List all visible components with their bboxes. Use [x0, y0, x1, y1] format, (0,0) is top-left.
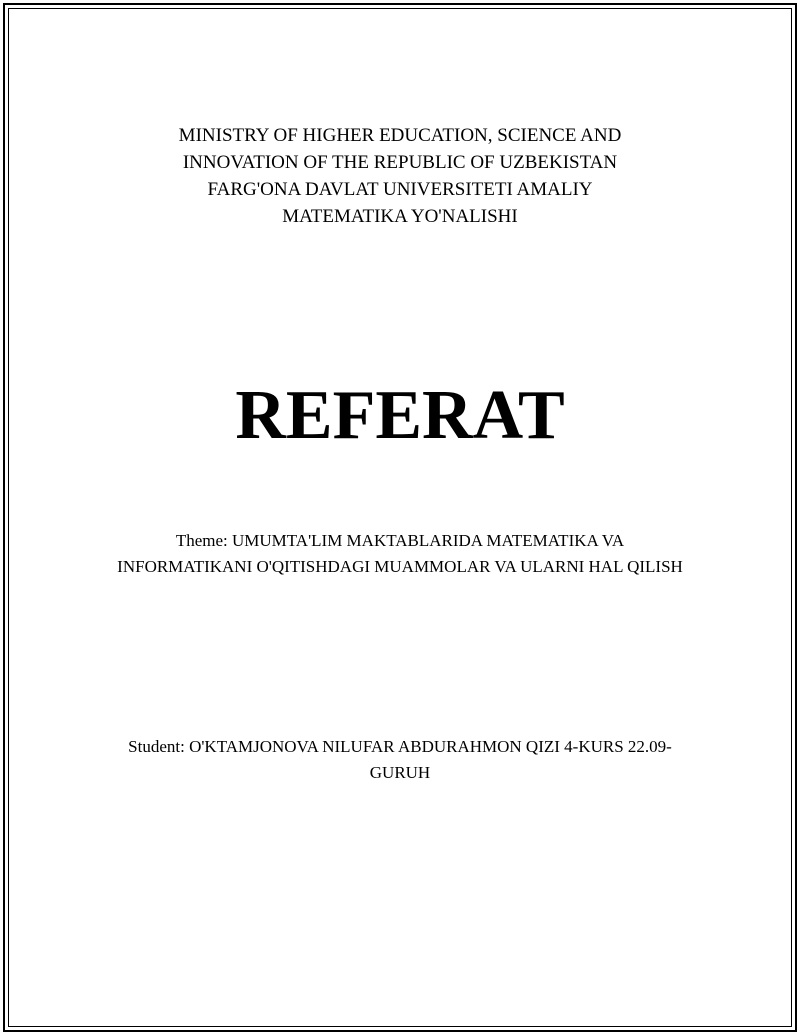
document-title: REFERAT	[235, 377, 565, 454]
theme-text: Theme: UMUMTA'LIM MAKTABLARIDA MATEMATIKA VA INFORMATIKANI O'QITISHDAGI MUAMMOLAR VA ULARNI HAL QILISH	[117, 531, 683, 576]
ministry-line-4: MATEMATIKA YO'NALISHI	[282, 206, 518, 227]
ministry-line-3: FARG'ONA DAVLAT UNIVERSITETI AMALIY	[207, 179, 593, 200]
ministry-header	[0, 122, 800, 230]
student-text: Student: O'KTAMJONOVA NILUFAR ABDURAHMON QIZI 4-KURS 22.09-GURUH	[128, 737, 672, 782]
ministry-line-2: INNOVATION OF THE REPUBLIC OF UZBEKISTAN	[182, 152, 618, 173]
ministry-line-1: MINISTRY OF HIGHER EDUCATION, SCIENCE AND	[178, 125, 622, 146]
